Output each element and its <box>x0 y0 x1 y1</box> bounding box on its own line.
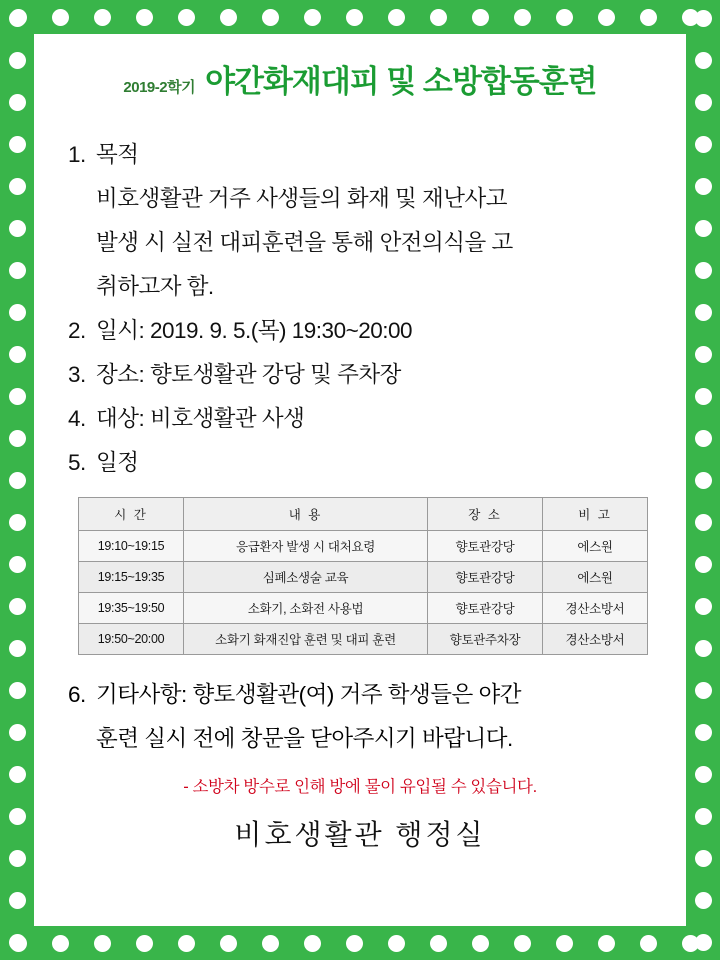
border-dot <box>9 52 26 69</box>
border-dot <box>430 9 447 26</box>
cell-content: 응급환자 발생 시 대처요령 <box>184 531 428 562</box>
border-dot <box>695 892 712 909</box>
border-dot <box>695 388 712 405</box>
border-dot <box>695 430 712 447</box>
border-dot <box>9 640 26 657</box>
border-dot <box>9 892 26 909</box>
border-dot <box>9 10 26 27</box>
list-item-detail: 비호생활관 거주 사생들의 화재 및 재난사고 <box>96 186 507 211</box>
border-dot <box>136 9 153 26</box>
border-dot <box>695 262 712 279</box>
border-dot <box>9 472 26 489</box>
border-dot <box>262 935 279 952</box>
border-dot <box>52 9 69 26</box>
border-dot <box>262 9 279 26</box>
title-prefix: 2019-2학기 <box>123 79 196 96</box>
border-dot <box>304 935 321 952</box>
cell-place: 향토관강당 <box>428 562 543 593</box>
border-dot <box>695 304 712 321</box>
border-dot <box>9 682 26 699</box>
border-dot <box>472 9 489 26</box>
cell-time: 19:50~20:00 <box>79 624 184 655</box>
list-item-label: 기타사항: 향토생활관(여) 거주 학생들은 야간 <box>96 682 521 707</box>
border-dot <box>9 850 26 867</box>
border-dot <box>695 346 712 363</box>
list-item-number: 2. <box>68 318 86 343</box>
list-item <box>68 309 664 353</box>
table-header-row <box>79 498 648 531</box>
border-dot <box>9 514 26 531</box>
border-dot <box>514 935 531 952</box>
list-item-label: 목적 <box>96 142 139 167</box>
border-dot <box>136 935 153 952</box>
border-dot <box>695 94 712 111</box>
column-header-place: 장 소 <box>428 498 543 531</box>
border-dot <box>94 935 111 952</box>
cell-place: 향토관강당 <box>428 593 543 624</box>
border-dot <box>556 9 573 26</box>
schedule-table <box>78 497 648 655</box>
body-list <box>50 133 670 485</box>
border-dot <box>9 724 26 741</box>
table-row <box>79 624 648 655</box>
list-item-number: 3. <box>68 362 86 387</box>
schedule-table-wrapper <box>78 497 648 655</box>
border-dot <box>9 304 26 321</box>
border-dot <box>9 94 26 111</box>
border-dot <box>9 556 26 573</box>
cell-time: 19:35~19:50 <box>79 593 184 624</box>
closing-section <box>50 673 670 761</box>
column-header-note: 비 고 <box>543 498 648 531</box>
border-dot <box>220 9 237 26</box>
list-item-detail: 취하고자 함. <box>96 274 214 299</box>
list-item <box>68 441 664 485</box>
border-dot <box>178 935 195 952</box>
border-dot <box>695 640 712 657</box>
signature: 비호생활관 행정실 <box>234 819 486 850</box>
border-dot <box>640 935 657 952</box>
border-dot <box>388 9 405 26</box>
column-header-time: 시 간 <box>79 498 184 531</box>
border-dot <box>695 598 712 615</box>
cell-content: 소화기, 소화전 사용법 <box>184 593 428 624</box>
border-dot <box>598 9 615 26</box>
border-dot <box>695 52 712 69</box>
border-dot <box>9 934 26 951</box>
border-dot <box>9 388 26 405</box>
list-item-number: 6. <box>68 682 86 707</box>
cell-note: 경산소방서 <box>543 593 648 624</box>
cell-content: 심폐소생술 교육 <box>184 562 428 593</box>
border-dot <box>9 220 26 237</box>
list-item-label: 장소: 향토생활관 강당 및 주차장 <box>96 362 401 387</box>
border-dot <box>695 472 712 489</box>
border-dot <box>9 598 26 615</box>
border-dot <box>94 9 111 26</box>
border-dot <box>695 178 712 195</box>
border-dot <box>695 682 712 699</box>
border-dot <box>9 766 26 783</box>
title-main: 야간화재대피 및 소방합동훈련 <box>205 64 597 99</box>
table-row <box>79 593 648 624</box>
table-row <box>79 531 648 562</box>
border-dot <box>695 766 712 783</box>
cell-place: 향토관강당 <box>428 531 543 562</box>
border-dot <box>695 220 712 237</box>
border-dot <box>695 10 712 27</box>
border-dot <box>695 934 712 951</box>
border-dot <box>640 9 657 26</box>
list-item-detail: 발생 시 실전 대피훈련을 통해 안전의식을 고 <box>96 230 513 255</box>
border-dot <box>304 9 321 26</box>
border-dot <box>52 935 69 952</box>
border-dot <box>178 9 195 26</box>
border-dot <box>695 808 712 825</box>
border-dot <box>695 556 712 573</box>
border-dot <box>514 9 531 26</box>
cell-note: 에스원 <box>543 562 648 593</box>
border-dot <box>9 136 26 153</box>
border-dot <box>598 935 615 952</box>
list-item-number: 5. <box>68 450 86 475</box>
warning-note: - 소방차 방수로 인해 방에 물이 유입될 수 있습니다. <box>183 778 537 796</box>
border-dot <box>695 514 712 531</box>
list-item <box>68 133 664 177</box>
border-dot <box>9 178 26 195</box>
cell-time: 19:15~19:35 <box>79 562 184 593</box>
border-dot <box>472 935 489 952</box>
cell-place: 향토관주차장 <box>428 624 543 655</box>
cell-time: 19:10~19:15 <box>79 531 184 562</box>
border-dot <box>695 136 712 153</box>
cell-note: 경산소방서 <box>543 624 648 655</box>
border-dot <box>9 808 26 825</box>
border-dot <box>556 935 573 952</box>
list-item-label: 일정 <box>96 450 139 475</box>
page-title <box>50 56 670 101</box>
border-dot <box>9 430 26 447</box>
cell-note: 에스원 <box>543 531 648 562</box>
border-dot <box>346 9 363 26</box>
list-item <box>68 673 666 717</box>
list-item-label: 일시: 2019. 9. 5.(목) 19:30~20:00 <box>96 318 413 343</box>
poster-content <box>34 34 686 926</box>
list-item-number: 4. <box>68 406 86 431</box>
column-header-content: 내 용 <box>184 498 428 531</box>
border-dot <box>388 935 405 952</box>
list-item-number: 1. <box>68 142 86 167</box>
table-row <box>79 562 648 593</box>
border-dot <box>220 935 237 952</box>
cell-content: 소화기 화재진압 훈련 및 대피 훈련 <box>184 624 428 655</box>
border-dot <box>9 262 26 279</box>
list-item <box>68 397 664 441</box>
border-dot <box>346 935 363 952</box>
border-dot <box>9 346 26 363</box>
border-dot <box>695 724 712 741</box>
list-item-detail: 훈련 실시 전에 창문을 닫아주시기 바랍니다. <box>96 726 513 751</box>
list-item-label: 대상: 비호생활관 사생 <box>96 406 305 431</box>
border-dot <box>430 935 447 952</box>
list-item <box>68 353 664 397</box>
border-dot <box>695 850 712 867</box>
